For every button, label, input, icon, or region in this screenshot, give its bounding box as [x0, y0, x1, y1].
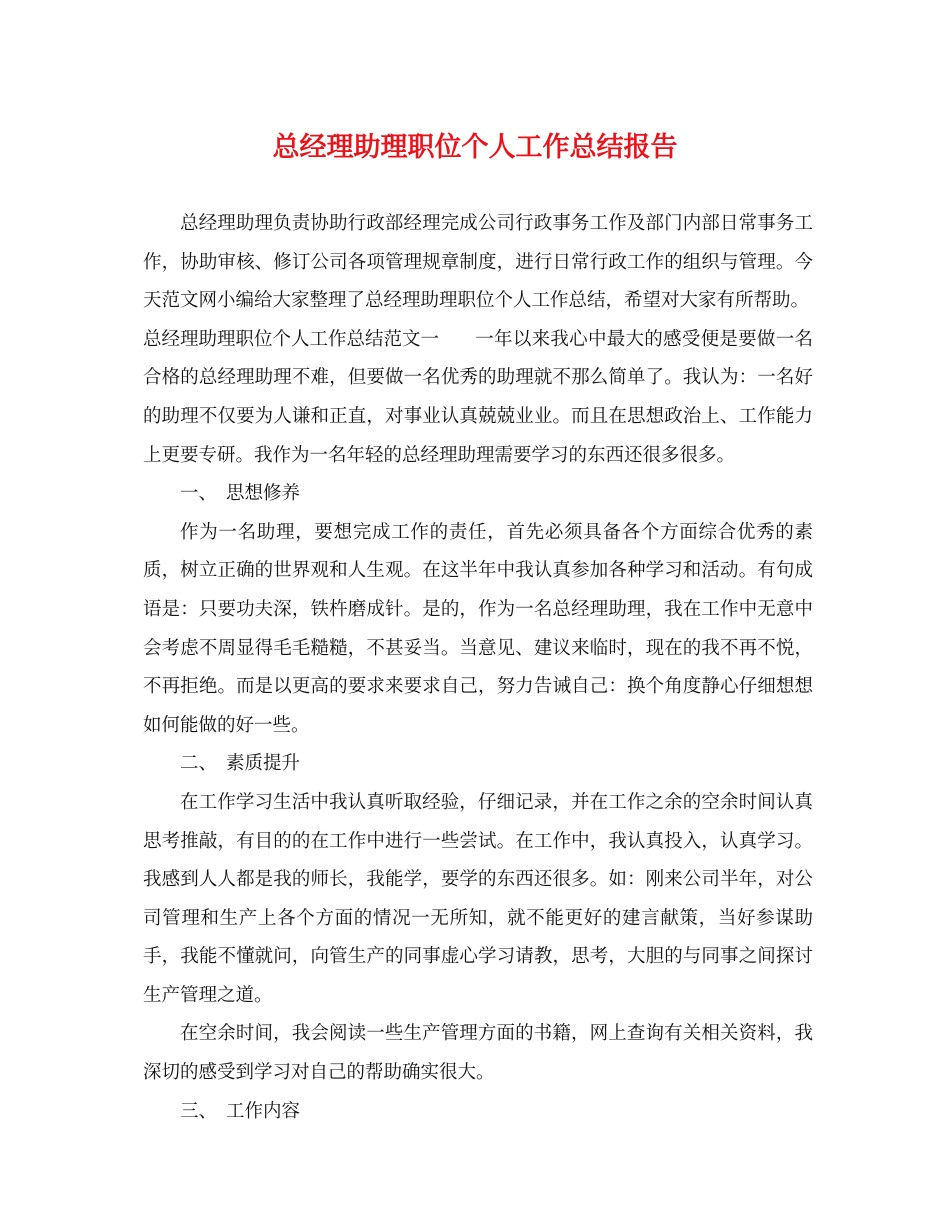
- section-paragraph: 在空余时间，我会阅读一些生产管理方面的书籍，网上查询有关相关资料，我深切的感受到学习对自己的帮助确实很大。: [143, 1023, 813, 1084]
- section-title: 思想修养: [226, 483, 301, 505]
- section-number: 二、: [180, 753, 218, 775]
- section-number: 三、: [180, 1100, 218, 1122]
- sample-paragraph: [143, 321, 813, 475]
- section-title: 素质提升: [226, 753, 301, 775]
- intro-paragraph: 总经理助理负责协助行政部经理完成公司行政事务工作及部门内部日常事务工作，协助审核、修订公司各项管理规章制度，进行日常行政工作的组织与管理。今天范文网小编给大家整理了总经理助理职位个人工作总结，希望对大家有所帮助。: [143, 213, 813, 312]
- section-heading: [143, 475, 813, 514]
- section-paragraph: 作为一名助理，要想完成工作的责任，首先必须具备各个方面综合优秀的素质，树立正确的世界观和人生观。在这半年中我认真参加各种学习和活动。有句成语是：只要功夫深，铁杵磨成针。是的，作为一名总经理助理，我在工作中无意中会考虑不周显得毛毛糙糙，不甚妥当。当意见、建议来临时，现在的我不再不悦，不再拒绝。而是以更高的要求来要求自己，努力告诫自己：换个角度静心仔细想想如何能做的好一些。: [143, 521, 813, 736]
- document-body: [143, 205, 813, 1131]
- section-title: 工作内容: [226, 1100, 301, 1122]
- document-title: 总经理助理职位个人工作总结报告: [272, 132, 678, 163]
- section-number: 一、: [180, 483, 218, 505]
- sample-label: 总经理助理职位个人工作总结范文一: [143, 328, 440, 350]
- section-heading: [143, 745, 813, 784]
- sample-text: 一年以来我心中最大的感受便是要做一名合格的总经理助理不难，但要做一名优秀的助理就不那么简单了。我认为：一名好的助理不仅要为人谦和正直，对事业认真兢兢业业。而且在思想政治上、工作能力上更要专研。我作为一名年轻的总经理助理需要学习的东西还很多很多。: [143, 328, 813, 466]
- section-heading: [143, 1093, 813, 1132]
- section-paragraph: 在工作学习生活中我认真听取经验，仔细记录，并在工作之余的空余时间认真思考推敲，有目的的在工作中进行一些尝试。在工作中，我认真投入，认真学习。我感到人人都是我的师长，我能学，要学的东西还很多。如：刚来公司半年，对公司管理和生产上各个方面的情况一无所知，就不能更好的建言献策，当好参谋助手，我能不懂就问，向管生产的同事虚心学习请教，思考，大胆的与同事之间探讨生产管理之道。: [143, 791, 813, 1006]
